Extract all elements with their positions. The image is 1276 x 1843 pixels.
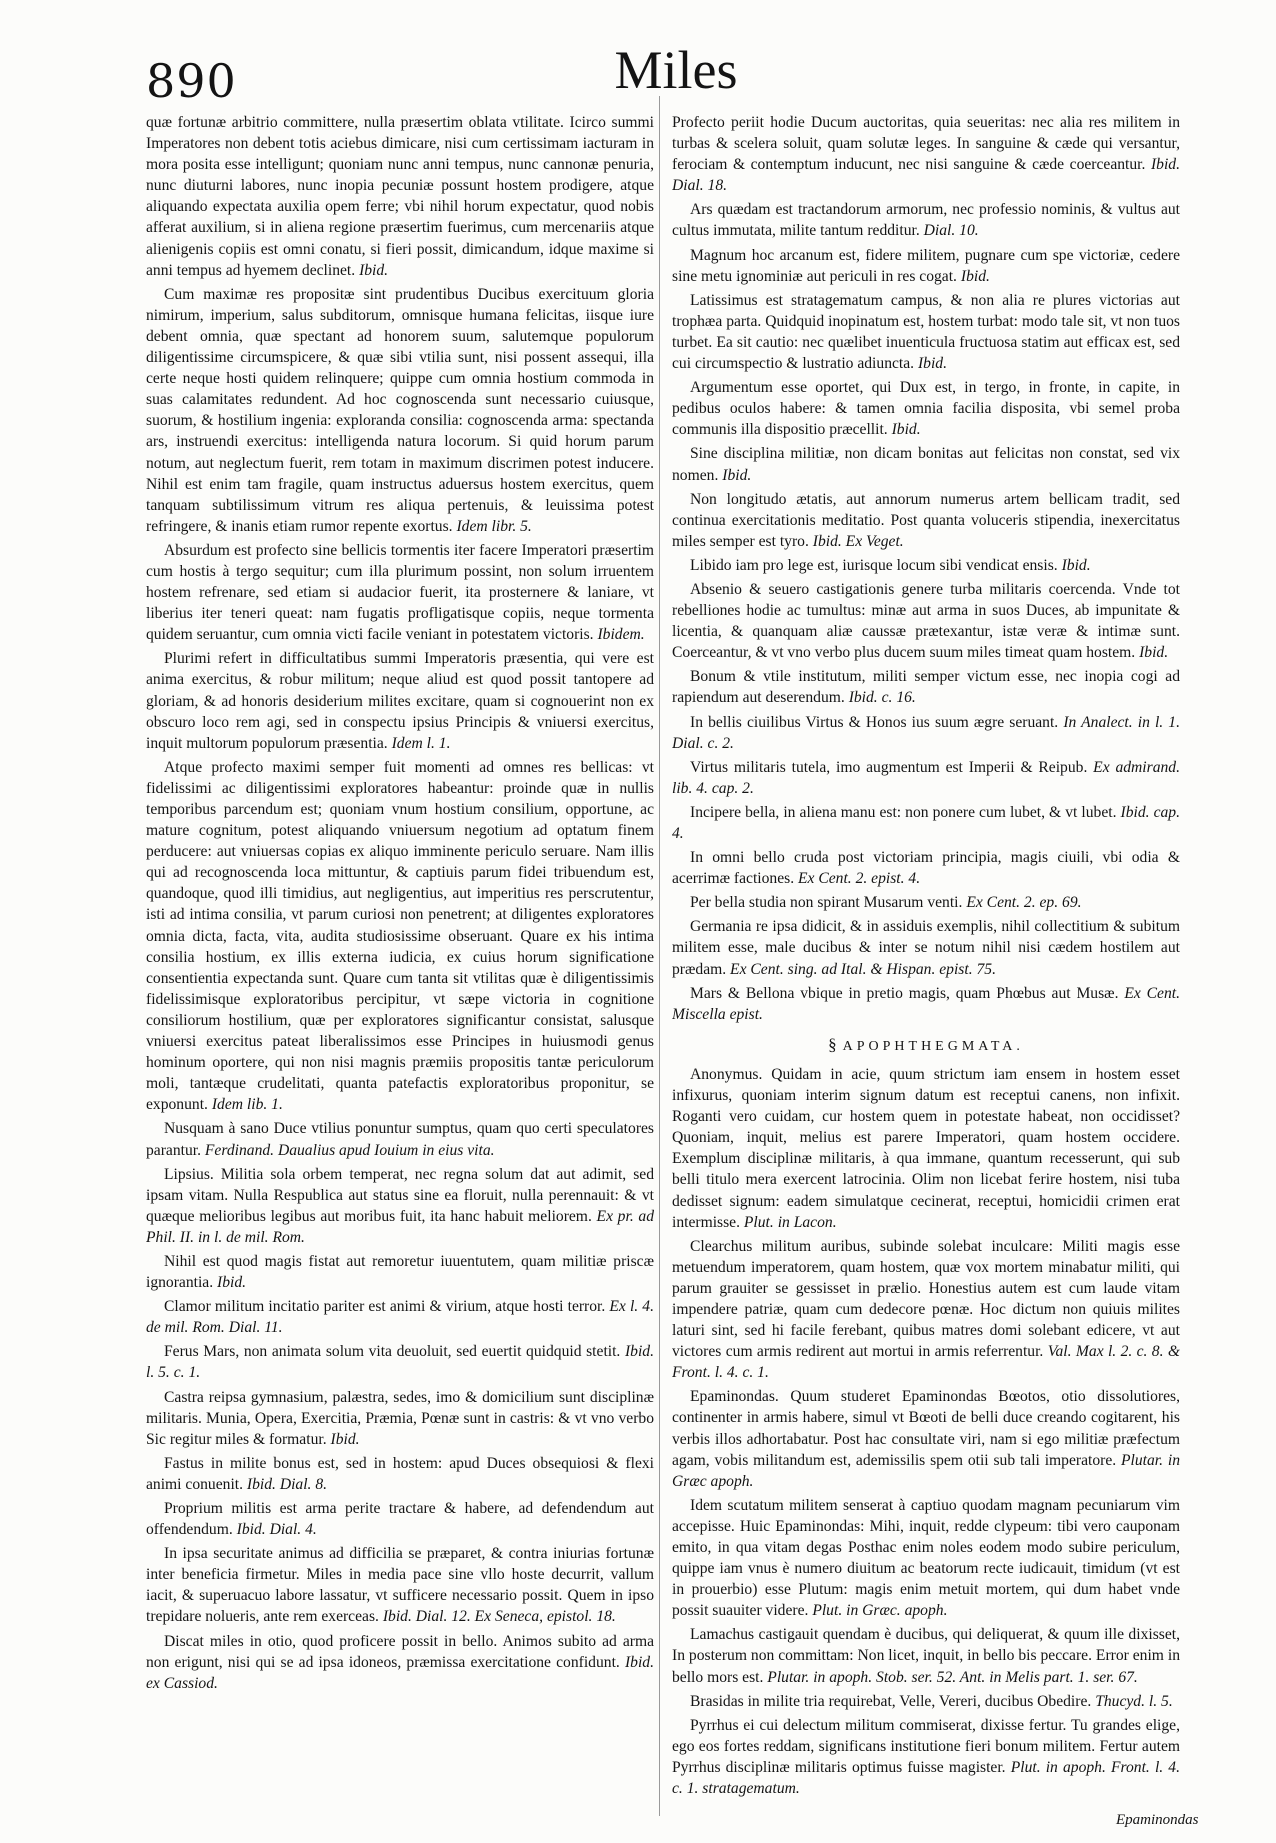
paragraph: Bonum & vtile institutum, militi semper victum esse, nec inopia cogi ad rapiendum aut deserendum. Ibid. c. 16.: [672, 668, 1180, 707]
paragraph: In bellis ciuilibus Virtus & Honos ius suum ægre seruant. In Analect. in l. 1. Dial. c. 2.: [672, 713, 1180, 752]
paragraph: Castra reipsa gymnasium, palæstra, sedes, imo & domicilium sunt disciplinæ militaris. Munia, Opera, Exercitia, Præmia, Pœnæ sunt in castris: & vt vno verbo Sic regitur miles & formatur. Ibid.: [146, 1388, 654, 1448]
paragraph: Fastus in milite bonus est, sed in hostem: apud Duces obsequiosi & flexi animi conuenit. Ibid. Dial. 8.: [146, 1454, 654, 1493]
right-column: [672, 112, 1180, 1824]
section-mark-icon: §: [828, 1034, 837, 1054]
paragraph: Nusquam à sano Duce vtilius ponuntur sumptus, quam quo certi speculatores parantur. Ferdinand. Daualius apud Iouium in eius vita.: [146, 1120, 654, 1159]
paragraph: Non longitudo ætatis, aut annorum numerus artem bellicam tradit, sed continua exercitationis meditatio. Post quanta voluceris stipendia, inexercitatus miles semper est tyro. Ibid. Ex Veget.: [672, 490, 1180, 550]
paragraph: Absurdum est profecto sine bellicis tormentis iter facere Imperatori præsertim cum hostis à tergo sequitur; cum illa plurimum possint, non solum irruentem hostem refrenare, sed etiam si audacior fuerit, ita prosternere & laniare, vt liberius iter teneri queat: nam fugatis profligatisque copiis, neque tormenta quidem seruantur, cum omnia victi facile veniant in potestatem victoris. Ibidem.: [146, 541, 654, 644]
paragraph: In omni bello cruda post victoriam principia, magis ciuili, vbi odia & acerrimæ factiones. Ex Cent. 2. epist. 4.: [672, 849, 1180, 888]
paragraph: Proprium militis est arma perite tractare & habere, ad defendendum aut offendendum. Ibid. Dial. 4.: [146, 1500, 654, 1539]
paragraph: Libido iam pro lege est, iurisque locum sibi vendicat ensis. Ibid.: [690, 556, 1091, 574]
paragraph: Nihil est quod magis fistat aut remoretur iuuentutem, quam militiæ priscæ ignorantia. Ibid.: [146, 1252, 654, 1292]
paragraph: Germania re ipsa didicit, & in assiduis exemplis, nihil collectitium & subitum militem esse, male ducibus & inter se notum nihil nisi cædem hostilem aut prædam. Ex Cent. sing. ad Ital. & Hispan. epist. 75.: [672, 918, 1180, 978]
apophthegm: Anonymus. Quidam in acie, quum strictum iam ensem in hostem esset infixurus, quoniam interim signum datum est receptui canens, non infixit. Roganti vero cuidam, cur hostem quem in potestate habeat, non occidisset? Quoniam, inquit, melius est parere Imperatori, quam hostem occidere. Exemplum disciplinæ militaris, à qua immane, quantum recesserunt, qui sub belli titulo mera exercent latrocinia. Olim non licebat ferire hostem, nisi tuba dedisset signum: eadem simulatque cecinerat, receptui, homicidii crimen erat intermisse. Plut. in Lacon.: [672, 1065, 1180, 1231]
apophthegm: Pyrrhus ei cui delectum militum commiserat, dixisse fertur. Tu grandes elige, ego eos fortes reddam, significans institutione fieri bonum militem. Fertur autem Pyrrhus disciplinæ militaris optimus fuisse magister. Plut. in apoph. Front. l. 4. c. 1. stratagematum.: [672, 1716, 1180, 1798]
paragraph: Latissimus est stratagematum campus, & non alia re plures victorias aut trophæa parta. Quidquid inopinatum est, hostem turbat: modo tale sit, vt non tuos turbet. Ea sit cautio: nec quælibet inuenticula fructuosa statim aut efficax est, sed cui circumspectio & lustratio adiuncta. Ibid.: [672, 291, 1180, 373]
paragraph: Cum maximæ res propositæ sint prudentibus Ducibus exercituum gloria nimirum, imperium, salus subditorum, omnisque humana felicitas, iisque iure debent omnia, quæ spectant ad honorem suum, salutemque populorum diligentissime circumspicere, & quæ sibi vtilia sunt, nisi possent assequi, illa certe neque hosti quidem relinquere; quippe cum omnia hostium commoda in suas calamitates redundent. Ad hoc cognoscenda sunt necessario cuiusque, suorum, & hostilium ingenia: exploranda consilia: cognoscenda arma: spectanda ars, instruendi exercitus: intelligenda natura locorum. Si quid horum parum notum, aut neglectum fuerit, rem totam in maximum discrimen potest inducere. Nihil est enim tam fragile, quam instructus aduersus hostem exercitus, quem tanquam subtilissimum vitrum res aliqua pertenuis, & leuissima potest refringere, & inanis etiam rumor repente exortus. Idem libr. 5.: [146, 285, 654, 535]
paragraph: Absenio & seuero castigationis genere turba militaris coercenda. Vnde tot rebelliones hodie ac tumultus: minæ aut arma in suos Duces, ab impunitate & licentia, & quanquam aliæ caussæ prætexantur, istæ veræ & intimæ sunt. Coerceantur, & vt vno verbo plus ducem suum miles timeat quam hostem. Ibid.: [672, 580, 1180, 662]
paragraph: quæ fortunæ arbitrio committere, nulla præsertim oblata vtilitate. Icirco summi Imperatores non debent totis aciebus dimicare, nisi cum certissimam iacturam in mora posita esse intelligunt; quoniam nunc anni tempus, nunc cannonæ penuria, nunc diuturni labores, nunc inopia pecuniæ possunt hostem prodigere, atque aliquando expectata auxilia opem ferre; vbi nihil horum expectatur, quod nobis afferat auxilium, si in aliena regione præsertim fuerimus, cum mercenariis atque alienigenis copiis est omni conatu, si fieri possit, dimicandum, idque maxime si anni tempus ad hyemem declinet. Ibid.: [146, 114, 654, 279]
paragraph: Atque profecto maximi semper fuit momenti ad omnes res bellicas: vt fidelissimi ac diligentissimi exploratores habeantur: proinde quæ in nullis temporibus parcendum est; quoniam vnum hostium consilium, opportune, ac mature cognitum, potest aliquando vniuersum negotium ad optatum finem perducere: aut vniuersas copias ex aliquo imminente periculo seruare. Nam illis qui ad recognoscenda loca mittuntur, & captiuis parum fidei tribuendum est, quandoque, quod illi timidius, aut negligentius, aut imperitius res perscrutentur, isti ad intima consilia, vt parum curiosi non penetrent; at diligentes exploratores omnia dicta, facta, vita, audita studiosissime obseruant. Quare ex his intima consilia hostium, ex illis externa iudicia, ex cuius horum significatione consentientia expectanda sunt. Quare cum tanta sit vtilitas quæ è diligentissimis fidelissimisque exploratoribus percipitur, vt sæpe victoria in cognitione consiliorum hostilium, quæ per exploratores significantur consistat, salusque vniuersi exercitus pateat liberalissimos esse Principes in huiusmodi genus hominum oportere, qui non nisi magnis præmiis propositis tantæ periculorum moli, tantæque crudelitati, quanta patefactis exploratoribus proponitur, se exponunt. Idem lib. 1.: [146, 758, 654, 1114]
paragraph: Mars & Bellona vbique in pretio magis, quam Phœbus aut Musæ. Ex Cent. Miscella epist.: [672, 984, 1180, 1023]
paragraph: Virtus militaris tutela, imo augmentum est Imperii & Reipub. Ex admirand. lib. 4. cap. 2.: [672, 758, 1180, 797]
running-head: Miles: [614, 40, 738, 100]
paragraph: Argumentum esse oportet, qui Dux est, in tergo, in fronte, in capite, in pedibus oculos habere: & tamen omnia facilia disposita, vbi semel proba communis illa dispositio præcellit. Ibid.: [672, 379, 1180, 439]
paragraph: Sine disciplina militiæ, non dicam bonitas aut felicitas non constat, sed vix nomen. Ibid.: [672, 445, 1180, 484]
catchword: Epaminondas: [1116, 1812, 1199, 1828]
section-heading: § APOPHTHEGMATA.: [828, 1034, 1024, 1054]
paragraph: Magnum hoc arcanum est, fidere militem, pugnare cum spe victoriæ, cedere sine metu ignominiæ aut periculi in res cogat. Ibid.: [672, 246, 1180, 285]
left-column: [146, 112, 654, 1824]
paragraph: Incipere bella, in aliena manu est: non ponere cum lubet, & vt lubet. Ibid. cap. 4.: [672, 803, 1180, 842]
paragraph: Ferus Mars, non animata solum vita deuoluit, sed euertit quidquid stetit. Ibid. l. 5. c. 1.: [146, 1343, 654, 1382]
page-number: 890: [146, 54, 237, 108]
paragraph: Plurimi refert in difficultatibus summi Imperatoris præsentia, qui vere est anima exercitus, & robur militum; neque aliud est quod possit tantopere ad gloriam, & ad honoris desiderium milites excitare, quam si cognouerint non ex obscuro loco rem agi, sed in conspectu ipsius Principis & vniuersi exercitus, inquit multorum populorum præsentia. Idem l. 1.: [146, 650, 654, 752]
apophthegm: Brasidas in milite tria requirebat, Velle, Vereri, ducibus Obedire. Thucyd. l. 5.: [690, 1692, 1173, 1710]
apophthegm: Clearchus militum auribus, subinde solebat inculcare: Militi magis esse metuendum imperatorem, quam hostem, quæ vox mortem minabatur militi, qui parum grauiter se gessisset in prælio. Honestius autem est cum laude vitam impendere patriæ, quam cum dedecore pœnæ. Hoc dictum non quiuis milites laturi sint, sed hi facile ferebant, quibus matres domi solebant edicere, vt aut victores cum armis redirent aut mortui in armis referrentur. Val. Max l. 2. c. 8. & Front. l. 4. c. 1.: [672, 1237, 1180, 1382]
paragraph: Profecto periit hodie Ducum auctoritas, quia seueritas: nec alia res militem in turbas & scelera soluit, quam solutæ leges. In sanguine & cæde qui versantur, ferociam & contemptum inducunt, nec nisi sanguine & cæde coerceantur. Ibid. Dial. 18.: [672, 114, 1180, 195]
paragraph: Lipsius. Militia sola orbem temperat, nec regna solum dat aut adimit, sed ipsam vitam. Nulla Respublica aut status sine ea floruit, nulla perennauit: & vt quæque melioribus legibus aut moribus fuit, ita hanc habuit meliorem. Ex pr. ad Phil. II. in l. de mil. Rom.: [146, 1165, 654, 1246]
paragraph: In ipsa securitate animus ad difficilia se præparet, & contra iniurias fortunæ inter beneficia firmetur. Miles in media pace sine vllo hoste decurrit, vallum iacit, & superuacuo labore lassatur, vt sufficere necessario possit. Quem in ipso trepidare nolueris, ante rem exerceas. Ibid. Dial. 12. Ex Seneca, epistol. 18.: [146, 1545, 654, 1626]
apophthegm: Epaminondas. Quum studeret Epaminondas Bœotos, otio dissolutiores, continenter in armis habere, simul vt Bœoti de belli duce creando cogitarent, his verbis illos adhortabatur. Post hac consultate viri, nam si ego militiæ præfectum agam, vobis militandum est, ademissilis spem otii sub tali imperatore. Plutar. in Græc apoph.: [672, 1388, 1180, 1490]
apophthegm: Idem scutatum militem senserat à captiuo quodam magnam pecuniarum vim accepisse. Huic Epaminondas: Mihi, inquit, redde clypeum: tibi vero cauponam emito, in qua vitam degas Posthac enim noles eodem modo subire periculum, quippe iam vnus è numero diuitum ac beatorum recte iudicauit, timidum (vt est in prouerbio) esse Plutum: magis enim metuit mortem, qui dum habet vnde possit suauiter videre. Plut. in Græc. apoph.: [672, 1496, 1180, 1620]
paragraph: Ars quædam est tractandorum armorum, nec professio nominis, & vultus aut cultus immutata, milite tantum redditur. Dial. 10.: [672, 201, 1180, 240]
paragraph: Per bella studia non spirant Musarum venti. Ex Cent. 2. ep. 69.: [690, 894, 1082, 912]
paragraph: Discat miles in otio, quod proficere possit in bello. Animos subito ad arma non erigunt, nisi qui se ad ipsa idoneos, præmissa exercitatione confidunt. Ibid. ex Cassiod.: [146, 1632, 654, 1692]
column-divider: [659, 96, 660, 1816]
paragraph: Clamor militum incitatio pariter est animi & virium, atque hosti terror. Ex l. 4. de mil. Rom. Dial. 11.: [146, 1298, 654, 1337]
apophthegm: Lamachus castigauit quendam è ducibus, qui deliquerat, & quum ille dixisset, In posterum non committam: Non licet, inquit, in bello bis peccare. Error enim in bello mors est. Plutar. in apoph. Stob. ser. 52. Ant. in Melis part. 1. ser. 67.: [672, 1626, 1180, 1686]
